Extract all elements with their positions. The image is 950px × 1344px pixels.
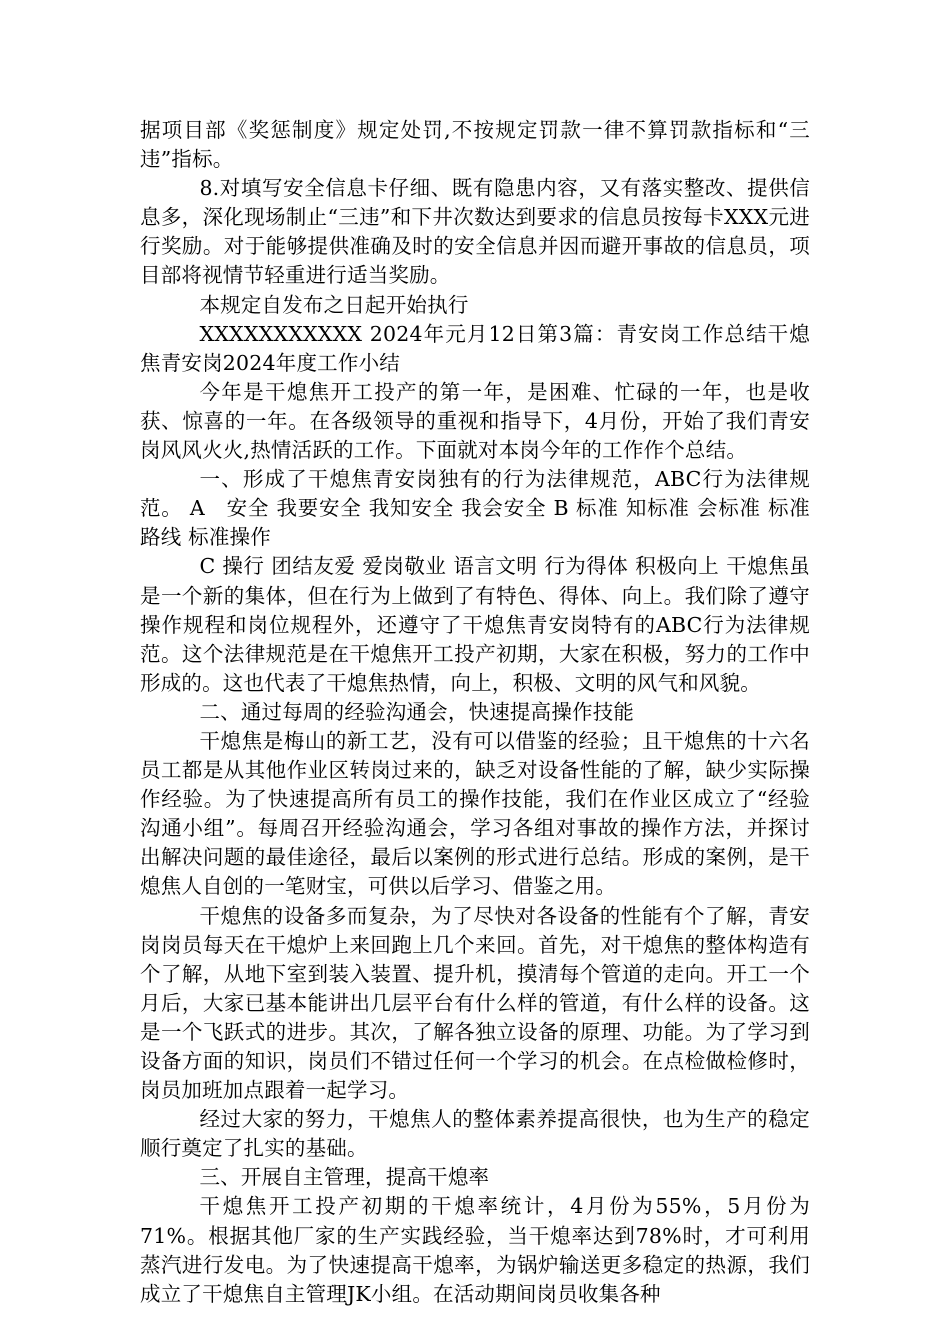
paragraph: 8.对填写安全信息卡仔细、既有隐患内容，又有落实整改、提供信息多，深化现场制止“三违”和下井次数达到要求的信息员按每卡XXX元进行奖励。对于能够提供准确及时的安全信息并因而避开事故的信息员，项目部将视情节轻重进行适当奖励。 xyxy=(140,176,810,288)
section-heading: 二、通过每周的经验沟通会，快速提高操作技能 xyxy=(199,699,635,724)
paragraph: C 操行 团结友爱 爱岗敬业 语言文明 行为得体 积极向上 干熄焦虽是一个新的集体，但在行为上做到了有特色、得体、向上。我们除了遵守操作规程和岗位规程外，还遵守了干熄焦青安岗特有的ABC行为法律规范。这个法律规范是在干熄焦开工投产初期，大家在积极，努力的工作中形成的。这也代表了干熄焦热情，向上，积极、文明的风气和风貌。 xyxy=(140,554,810,695)
paragraph: 今年是干熄焦开工投产的第一年，是困难、忙碌的一年，也是收获、惊喜的一年。在各级领导的重视和指导下，4月份，开始了我们青安岗风风火火,热情活跃的工作。下面就对本岗今年的工作作个总结。 xyxy=(140,379,810,463)
paragraph: 据项目部《奖惩制度》规定处罚,不按规定罚款一律不算罚款指标和“三违”指标。 xyxy=(140,118,810,172)
paragraph: 干熄焦的设备多而复杂，为了尽快对各设备的性能有个了解，青安岗岗员每天在干熄炉上来回跑上几个来回。首先，对干熄焦的整体构造有个了解，从地下室到装入装置、提升机，摸清每个管道的走向。开工一个月后，大家已基本能讲出几层平台有什么样的管道，有什么样的设备。这是一个飞跃式的进步。其次，了解各独立设备的原理、功能。为了学习到设备方面的知识，岗员们不错过任何一个学习的机会。在点检做检修时，岗员加班加点跟着一起学习。 xyxy=(140,903,810,1103)
paragraph: XXXXXXXXXXX 2024年元月12日第3篇：青安岗工作总结干熄焦青安岗2024年度工作小结 xyxy=(140,321,810,375)
section-heading: 三、开展自主管理，提高干熄率 xyxy=(199,1165,490,1190)
paragraph: 干熄焦开工投产初期的干熄率统计，4月份为55%，5月份为71%。根据其他厂家的生产实践经验，当干熄率达到78%时，才可利用蒸汽进行发电。为了快速提高干熄率，为锅炉输送更多稳定的热源，我们成立了干熄焦自主管理JK小组。在活动期间岗员收集各种 xyxy=(140,1194,810,1306)
paragraph: 干熄焦是梅山的新工艺，没有可以借鉴的经验；且干熄焦的十六名员工都是从其他作业区转岗过来的，缺乏对设备性能的了解，缺少实际操作经验。为了快速提高所有员工的操作技能，我们在作业区成立了“经验沟通小组”。每周召开经验沟通会，学习各组对事故的操作方法，并探讨出解决问题的最佳途径，最后以案例的形式进行总结。形成的案例，是干熄焦人自创的一笔财宝，可供以后学习、借鉴之用。 xyxy=(140,728,810,899)
document-body xyxy=(140,116,810,1309)
paragraph: 经过大家的努力，干熄焦人的整体素养提高很快，也为生产的稳定顺行奠定了扎实的基础。 xyxy=(140,1107,810,1161)
paragraph: 一、形成了干熄焦青安岗独有的行为法律规范，ABC行为法律规范。 A 安全 我要安全 我知安全 我会安全 B 标准 知标准 会标准 标准路线 标准操作 xyxy=(140,467,810,550)
paragraph: 本规定自发布之日起开始执行 xyxy=(199,292,469,317)
